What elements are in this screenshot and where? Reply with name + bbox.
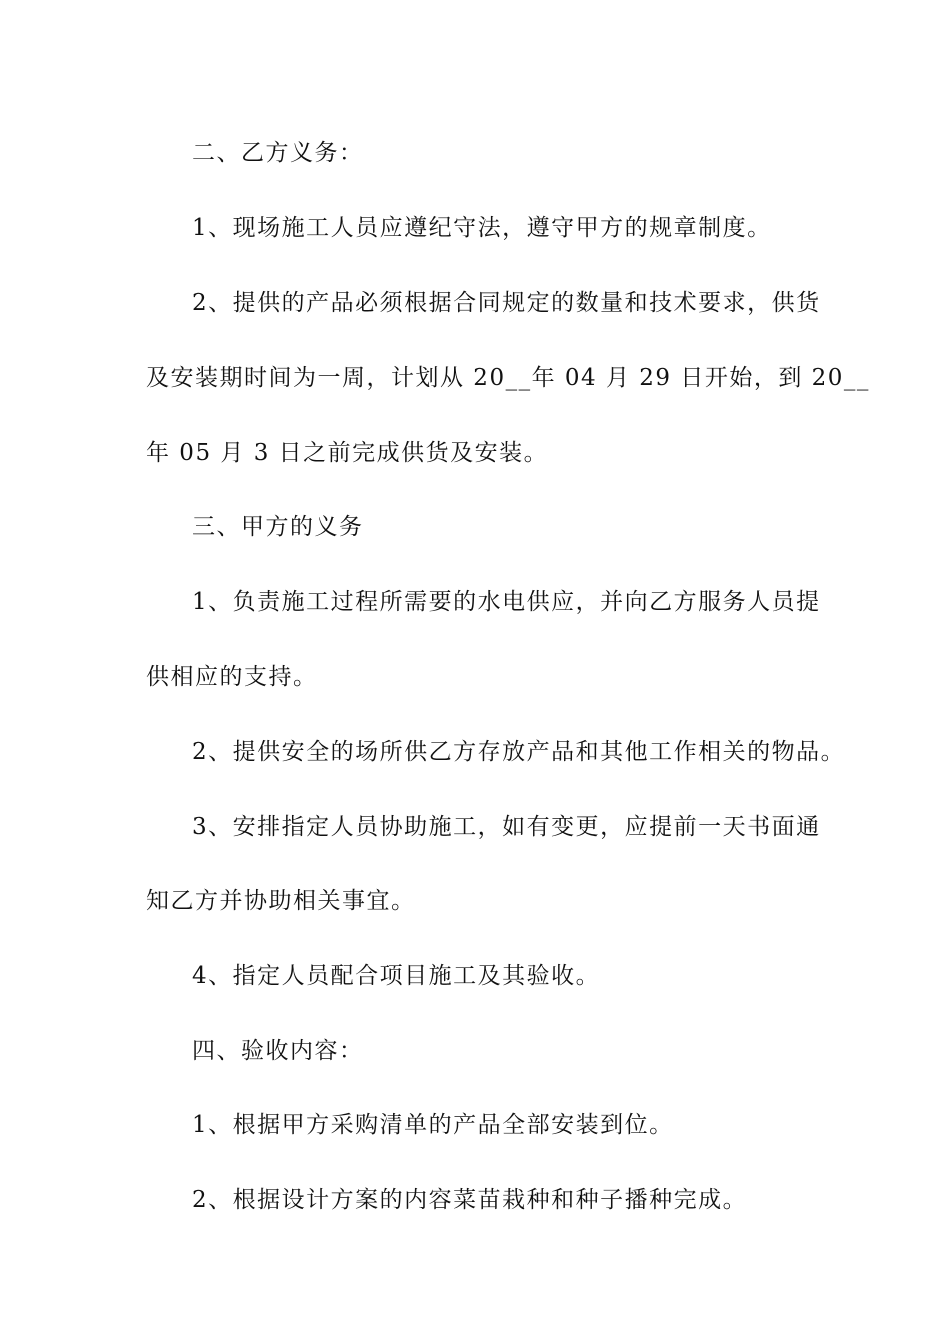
section-heading-party-a-obligations: 三、甲方的义务 — [192, 514, 364, 540]
paragraph-line: 知乙方并协助相关事宜。 — [146, 888, 416, 914]
paragraph-line: 4、指定人员配合项目施工及其验收。 — [192, 963, 601, 989]
paragraph-line: 及安装期时间为一周，计划从 20__年 04 月 29 日开始，到 20__ — [146, 365, 870, 391]
section-heading-acceptance: 四、验收内容： — [192, 1038, 364, 1064]
paragraph-line: 年 05 月 3 日之前完成供货及安装。 — [146, 440, 549, 466]
paragraph-line: 3、安排指定人员协助施工，如有变更，应提前一天书面通 — [192, 814, 821, 840]
paragraph-line: 2、提供安全的场所供乙方存放产品和其他工作相关的物品。 — [192, 739, 846, 765]
paragraph-line: 2、根据设计方案的内容菜苗栽种和种子播种完成。 — [192, 1187, 748, 1213]
paragraph-line: 2、提供的产品必须根据合同规定的数量和技术要求，供货 — [192, 290, 821, 316]
paragraph-line: 1、现场施工人员应遵纪守法，遵守甲方的规章制度。 — [192, 215, 772, 241]
paragraph-line: 1、负责施工过程所需要的水电供应，并向乙方服务人员提 — [192, 589, 821, 615]
section-heading-party-b-obligations: 二、乙方义务： — [192, 140, 364, 166]
paragraph-line: 1、根据甲方采购清单的产品全部安装到位。 — [192, 1112, 674, 1138]
paragraph-line: 供相应的支持。 — [146, 664, 318, 690]
